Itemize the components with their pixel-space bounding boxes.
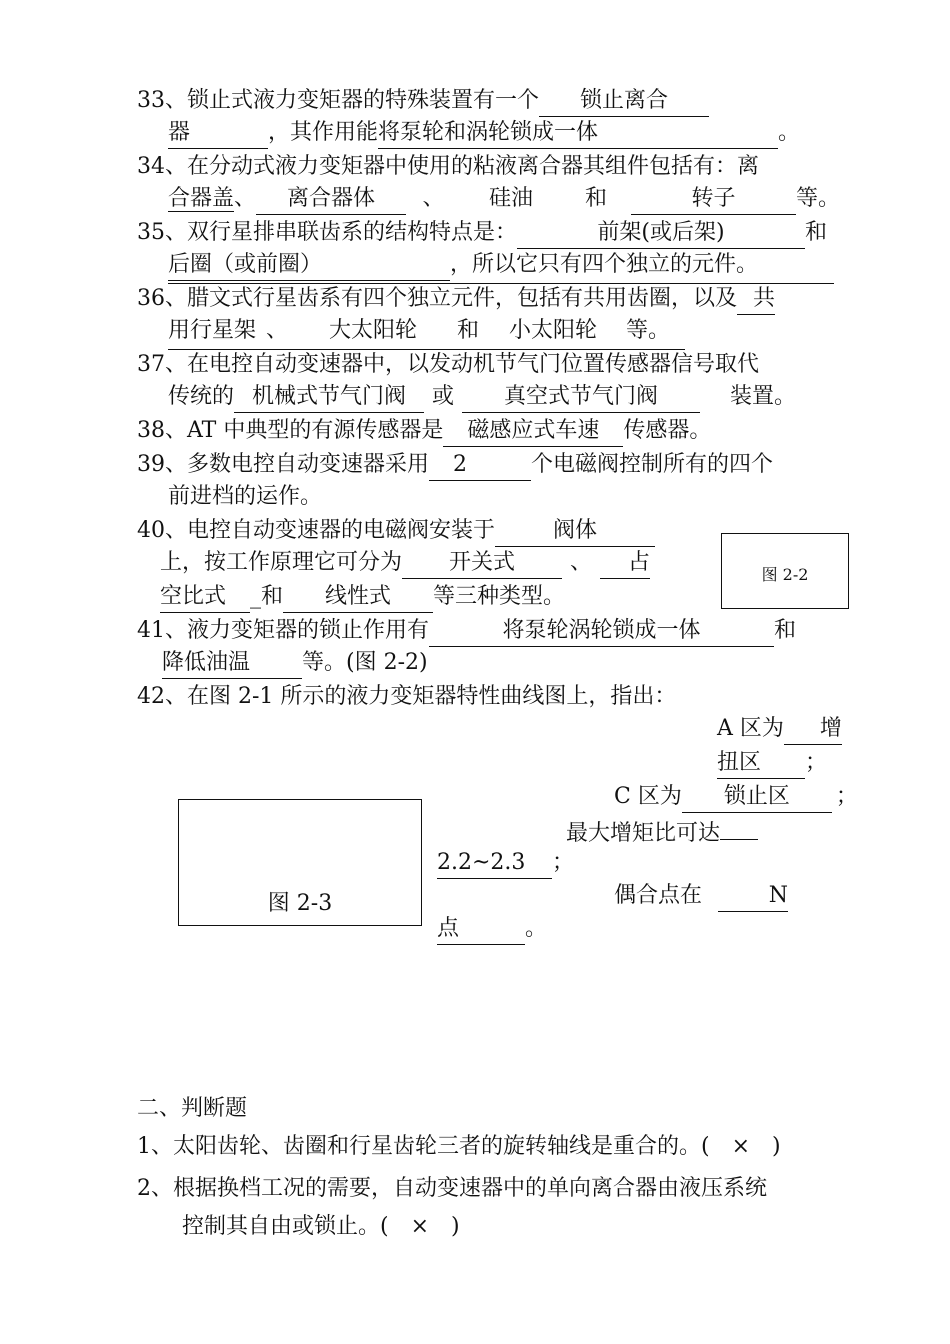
q42-max-ratio-cont: 2.2~2.3 ； — [437, 848, 574, 878]
q42-a-zone: A 区为 增 — [717, 714, 842, 744]
judge-q2-line2: 控制其自由或锁止。( × ) — [182, 1214, 460, 1239]
q34-answer4: 转子 — [631, 184, 796, 215]
q33-text: 33、锁止式液力变矩器的特殊装置有一个 — [137, 88, 539, 113]
q37-answer2: 真空式节气门阀 — [462, 382, 700, 413]
q34-answer1: 离 — [737, 154, 760, 179]
q42-c-zone: C 区为 锁止区 ； — [614, 782, 858, 812]
q33-answer1-cont: 器 — [168, 118, 268, 149]
q40-line3: 空比式 _和 线性式 等三种类型。 — [160, 582, 565, 612]
figure-2-2-label: 图 2-2 — [761, 565, 809, 584]
q36-answer1: 共 — [737, 284, 775, 315]
q37-line2: 传统的 机械式节气门阀 或 真空式节气门阀 装置。 — [168, 382, 796, 412]
q42-text: 42、在图 2-1 所示的液力变矩器特性曲线图上，指出： — [137, 684, 677, 709]
q39-line1: 39、多数电控自动变速器采用 2 个电磁阀控制所有的四个 — [137, 450, 773, 480]
q42-max-answer: 2.2~2.3 — [437, 848, 552, 879]
q40-answer3: 占 — [600, 548, 650, 579]
q41-line1: 41、液力变矩器的锁止作用有 将泵轮涡轮锁成一体 和 — [137, 616, 796, 646]
q38-answer: 磁感应式车速 — [443, 416, 623, 447]
q36-line1 — [137, 284, 775, 314]
q41-line2: 降低油温 等。(图 2-2) — [162, 648, 428, 678]
q40-line2: 上，按工作原理它可分为 开关式 、 占 — [160, 548, 650, 578]
q41-answer1: 将泵轮涡轮锁成一体 — [429, 616, 774, 647]
q42-cp-answer-cont: 点 — [437, 914, 525, 945]
q41-text: 41、液力变矩器的锁止作用有 — [137, 618, 429, 643]
q36-answer1-cont: 用行星架 — [168, 318, 257, 343]
q40-answer1: 阀体 — [495, 516, 655, 547]
q40-answer2: 开关式 — [402, 548, 562, 579]
q34-answer2: 离合器体 — [256, 184, 406, 215]
q35-answer2: 后圈（或前圈） — [168, 250, 450, 281]
q42-cp-answer: N — [718, 881, 788, 912]
q34-answer1-cont: 合器盖 — [168, 186, 235, 211]
q40-answer3-cont: 空比式 — [160, 582, 250, 613]
q42-a-zone-cont: 扭区 ； — [717, 748, 827, 778]
judge-q1: 1、太阳齿轮、齿圈和行星齿轮三者的旋转轴线是重合的。( × ) — [137, 1134, 781, 1159]
q41-answer2: 降低油温 — [162, 648, 302, 679]
q42-max-blank — [720, 815, 758, 840]
q39-line2: 前进档的运作。 — [168, 484, 323, 509]
q36-answer2: 大太阳轮 — [329, 318, 418, 343]
q33-text2: ，其作用能 — [268, 120, 379, 145]
q39-answer: 2 — [429, 450, 531, 481]
q35-answer1: 前架(或后架) — [517, 218, 805, 249]
q34-line2: 合器盖、 离合器体 、 硅油 和 转子 等。 — [168, 184, 840, 214]
q36-line2: 用行星架 、 大太阳轮 和 小太阳轮 等。 — [168, 316, 678, 346]
figure-2-3-label: 图 2-3 — [267, 891, 333, 916]
q35-line2: 后圈（或前圈） ，所以它只有四个独立的元件。 — [168, 250, 758, 280]
q39-text: 39、多数电控自动变速器采用 — [137, 452, 429, 477]
q42-max-ratio: 最大增矩比可达 — [566, 815, 758, 845]
q37-line1 — [137, 350, 759, 380]
q33-line2: 器 ，其作用能将泵轮和涡轮锁成一体 。 — [168, 118, 800, 148]
q42-a-answer-cont: 扭区 — [717, 748, 805, 779]
q40-answer4: 线性式 — [283, 582, 433, 613]
q33-line1 — [137, 86, 709, 116]
q35-line1: 35、双行星排串联齿系的结构特点是： 前架(或后架) 和 — [137, 218, 827, 248]
section-2-title: 二、判断题 — [137, 1096, 248, 1121]
q33-answer1: 锁止离合 — [539, 86, 709, 117]
q40-line1 — [137, 516, 655, 546]
figure-2-2 — [721, 533, 849, 609]
figure-2-3 — [178, 799, 422, 926]
q38-text: 38、AT 中典型的有源传感器是 — [137, 418, 444, 443]
q37-answer1: 机械式节气门阀 — [234, 382, 424, 413]
q34-text: 34、在分动式液力变矩器中使用的粘液离合器其组件包括有： — [137, 154, 737, 179]
q36-answer3: 小太阳轮 — [509, 318, 598, 343]
q34-line1 — [137, 152, 759, 182]
q42-coupling-point: 偶合点在 N — [614, 881, 788, 911]
q35-text: 35、双行星排串联齿系的结构特点是： — [137, 220, 517, 245]
q36-text: 36、腊文式行星齿系有四个独立元件，包括有共用齿圈，以及 — [137, 286, 737, 311]
q42-line1 — [137, 682, 676, 712]
q33-answer2: 将泵轮和涡轮锁成一体 — [378, 118, 778, 149]
q40-text: 40、电控自动变速器的电磁阀安装于 — [137, 518, 495, 543]
q42-c-answer: 锁止区 — [682, 782, 832, 813]
q42-coupling-point-cont: 点 。 — [437, 914, 547, 944]
judge-q2-line1: 2、根据换档工况的需要，自动变速器中的单向离合器由液压系统 — [137, 1176, 767, 1201]
q37-text: 37、在电控自动变速器中，以发动机节气门位置传感器信号取代 — [137, 352, 759, 377]
q42-a-answer: 增 — [784, 714, 842, 745]
q38-line: 38、AT 中典型的有源传感器是 磁感应式车速 传感器。 — [137, 416, 711, 446]
q34-answer3: 硅油 — [489, 186, 534, 211]
